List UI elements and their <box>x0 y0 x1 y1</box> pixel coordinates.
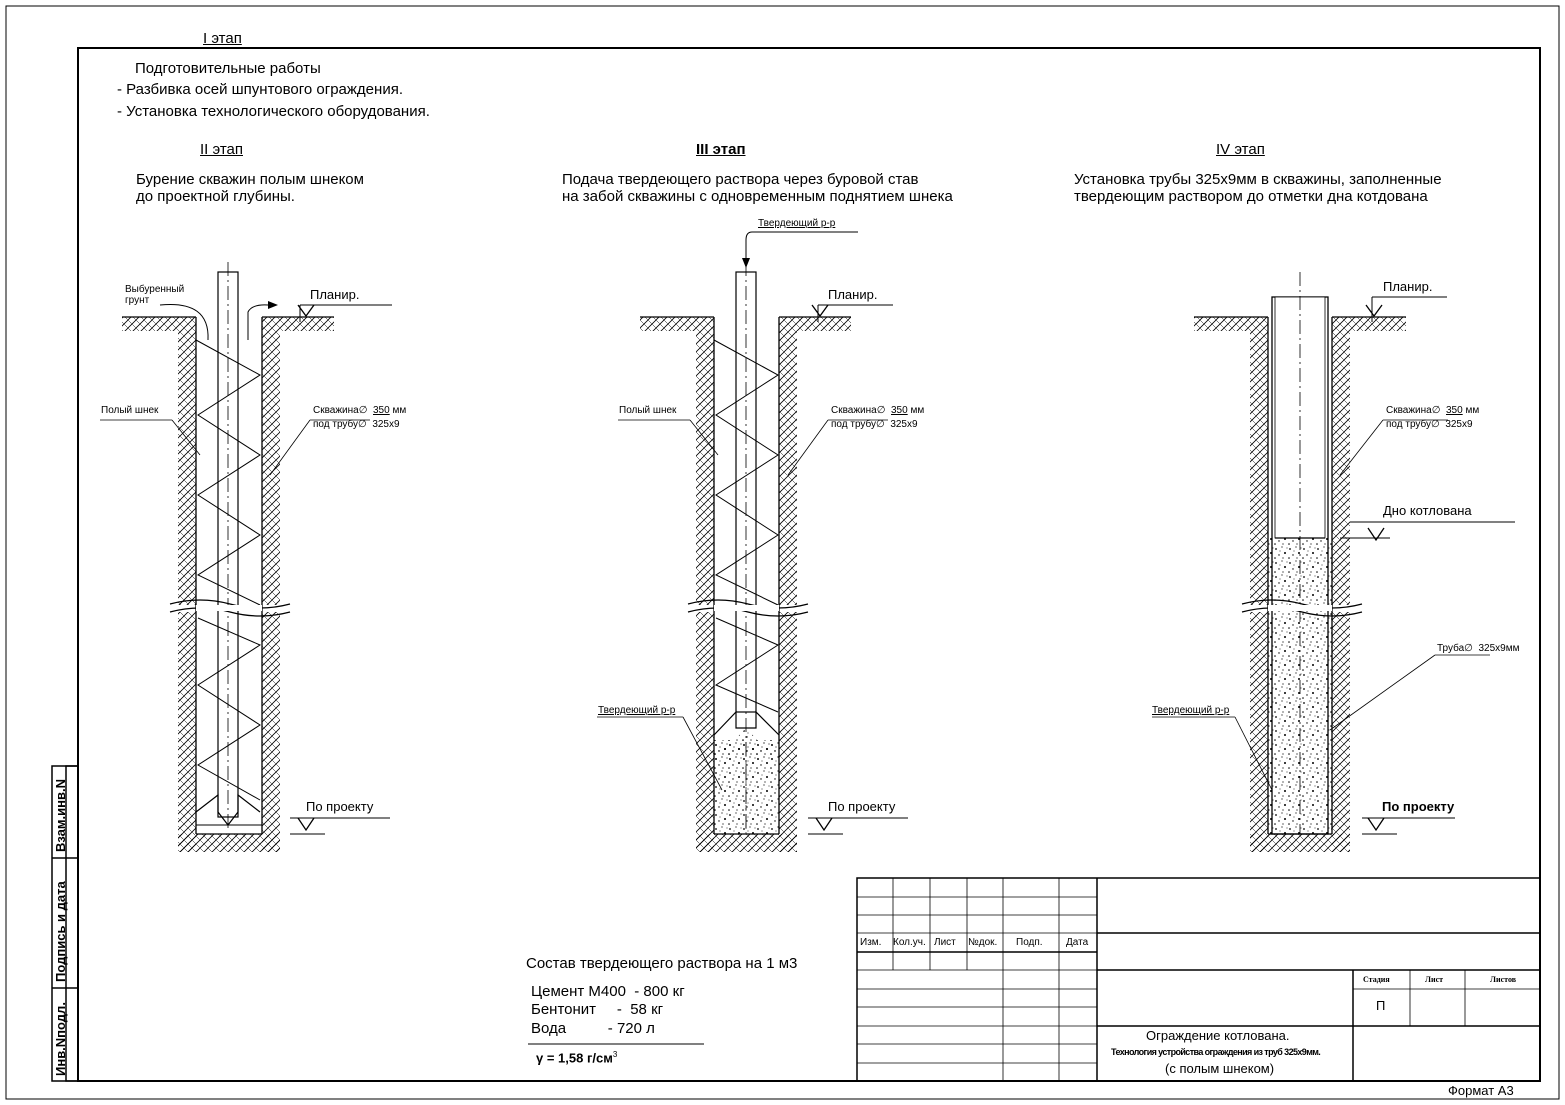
tb-stage-value: П <box>1376 998 1386 1013</box>
planir-label-4: Планир. <box>1383 279 1433 294</box>
format-label: Формат А3 <box>1448 1083 1514 1098</box>
tb-name-line3: (с полым шнеком) <box>1165 1061 1275 1076</box>
tb-header-izm: Изм. <box>860 937 882 948</box>
tb-sheet-header: Лист <box>1425 975 1444 984</box>
composition-title: Состав твердеющего раствора на 1 м3 <box>526 955 798 972</box>
by-project-label-4: По проекту <box>1382 799 1455 814</box>
stage4-line1: Установка трубы 325х9мм в скважины, заполненные <box>1074 171 1442 188</box>
tb-header-list: Лист <box>934 937 956 948</box>
stage4-line2: твердеющим раствором до отметки дна котдована <box>1074 188 1428 205</box>
tb-header-podp: Подп. <box>1016 937 1043 948</box>
stage1-line3: - Установка технологического оборудования. <box>117 103 430 120</box>
under-pipe-label-2: под трубу∅ 325х9 <box>313 419 400 430</box>
by-project-label-3: По проекту <box>828 799 896 814</box>
excavated-soil-label-1: Выбуренный <box>125 284 185 295</box>
hollow-auger-label-2: Полый шнек <box>101 405 159 416</box>
stage1-title: I этап <box>203 30 242 47</box>
side-field-inv-orig: Инв.Nподл. <box>53 1002 68 1076</box>
composition-bentonite: Бентонит - 58 кг <box>531 1001 664 1018</box>
under-pipe-label-4: под трубу∅ 325х9 <box>1386 419 1473 430</box>
tb-stage-header: Стадия <box>1363 975 1390 984</box>
well-label-4: Скважина∅ 350 мм <box>1386 405 1480 416</box>
under-pipe-label-3: под трубу∅ 325х9 <box>831 419 918 430</box>
composition-density: γ = 1,58 $г/см^3$ <box>536 1050 618 1066</box>
hollow-auger-label-3: Полый шнек <box>619 405 677 416</box>
well-stage2 <box>100 262 392 852</box>
pit-bottom-label: Дно котлована <box>1383 503 1472 518</box>
well-stage4 <box>1152 272 1515 852</box>
stage3-title: III этап <box>696 141 746 158</box>
well-stage3 <box>597 232 908 852</box>
stage3-line2: на забой скважины с одновременным поднятием шнека <box>562 188 953 205</box>
well-label-2: Скважина∅ 350 мм <box>313 405 407 416</box>
stage2-title: II этап <box>200 141 243 158</box>
side-field-signature-date: Подпись и дата <box>53 881 68 982</box>
tb-header-ndok: №док. <box>968 937 998 948</box>
composition-cement: Цемент М400 - 800 кг <box>531 983 685 1000</box>
tb-header-kolu: Кол.уч. <box>893 937 926 948</box>
stage1-line1: Подготовительные работы <box>135 60 321 77</box>
excavated-soil-label-2: грунт <box>125 295 150 306</box>
stage2-line1: Бурение скважин полым шнеком <box>136 171 364 188</box>
planir-label-2: Планир. <box>310 287 360 302</box>
well-label-3: Скважина∅ 350 мм <box>831 405 925 416</box>
composition-water: Вода - 720 л <box>531 1020 655 1037</box>
stage2-line2: до проектной глубины. <box>136 188 295 205</box>
pipe-label: Труба∅ 325х9мм <box>1437 643 1520 654</box>
tb-name-line1: Ограждение котлована. <box>1146 1028 1290 1043</box>
side-field-replace-inv: Взам.инв.N <box>53 779 68 852</box>
stage3-line1: Подача твердеющего раствора через буровой став <box>562 171 919 188</box>
mortar-label-4: Твердеющий р-р <box>1152 705 1230 716</box>
stage4-title: IV этап <box>1216 141 1265 158</box>
mortar-feed-label: Твердеющий р-р <box>758 218 836 229</box>
by-project-label-2: По проекту <box>306 799 374 814</box>
tb-name-line2: Технология устройства ограждения из труб 325х9мм. <box>1111 1047 1321 1057</box>
tb-header-data: Дата <box>1066 937 1089 948</box>
mortar-label-3: Твердеющий р-р <box>598 705 676 716</box>
tb-sheets-header: Листов <box>1490 975 1517 984</box>
stage1-line2: - Разбивка осей шпунтового ограждения. <box>117 81 403 98</box>
planir-label-3: Планир. <box>828 287 878 302</box>
